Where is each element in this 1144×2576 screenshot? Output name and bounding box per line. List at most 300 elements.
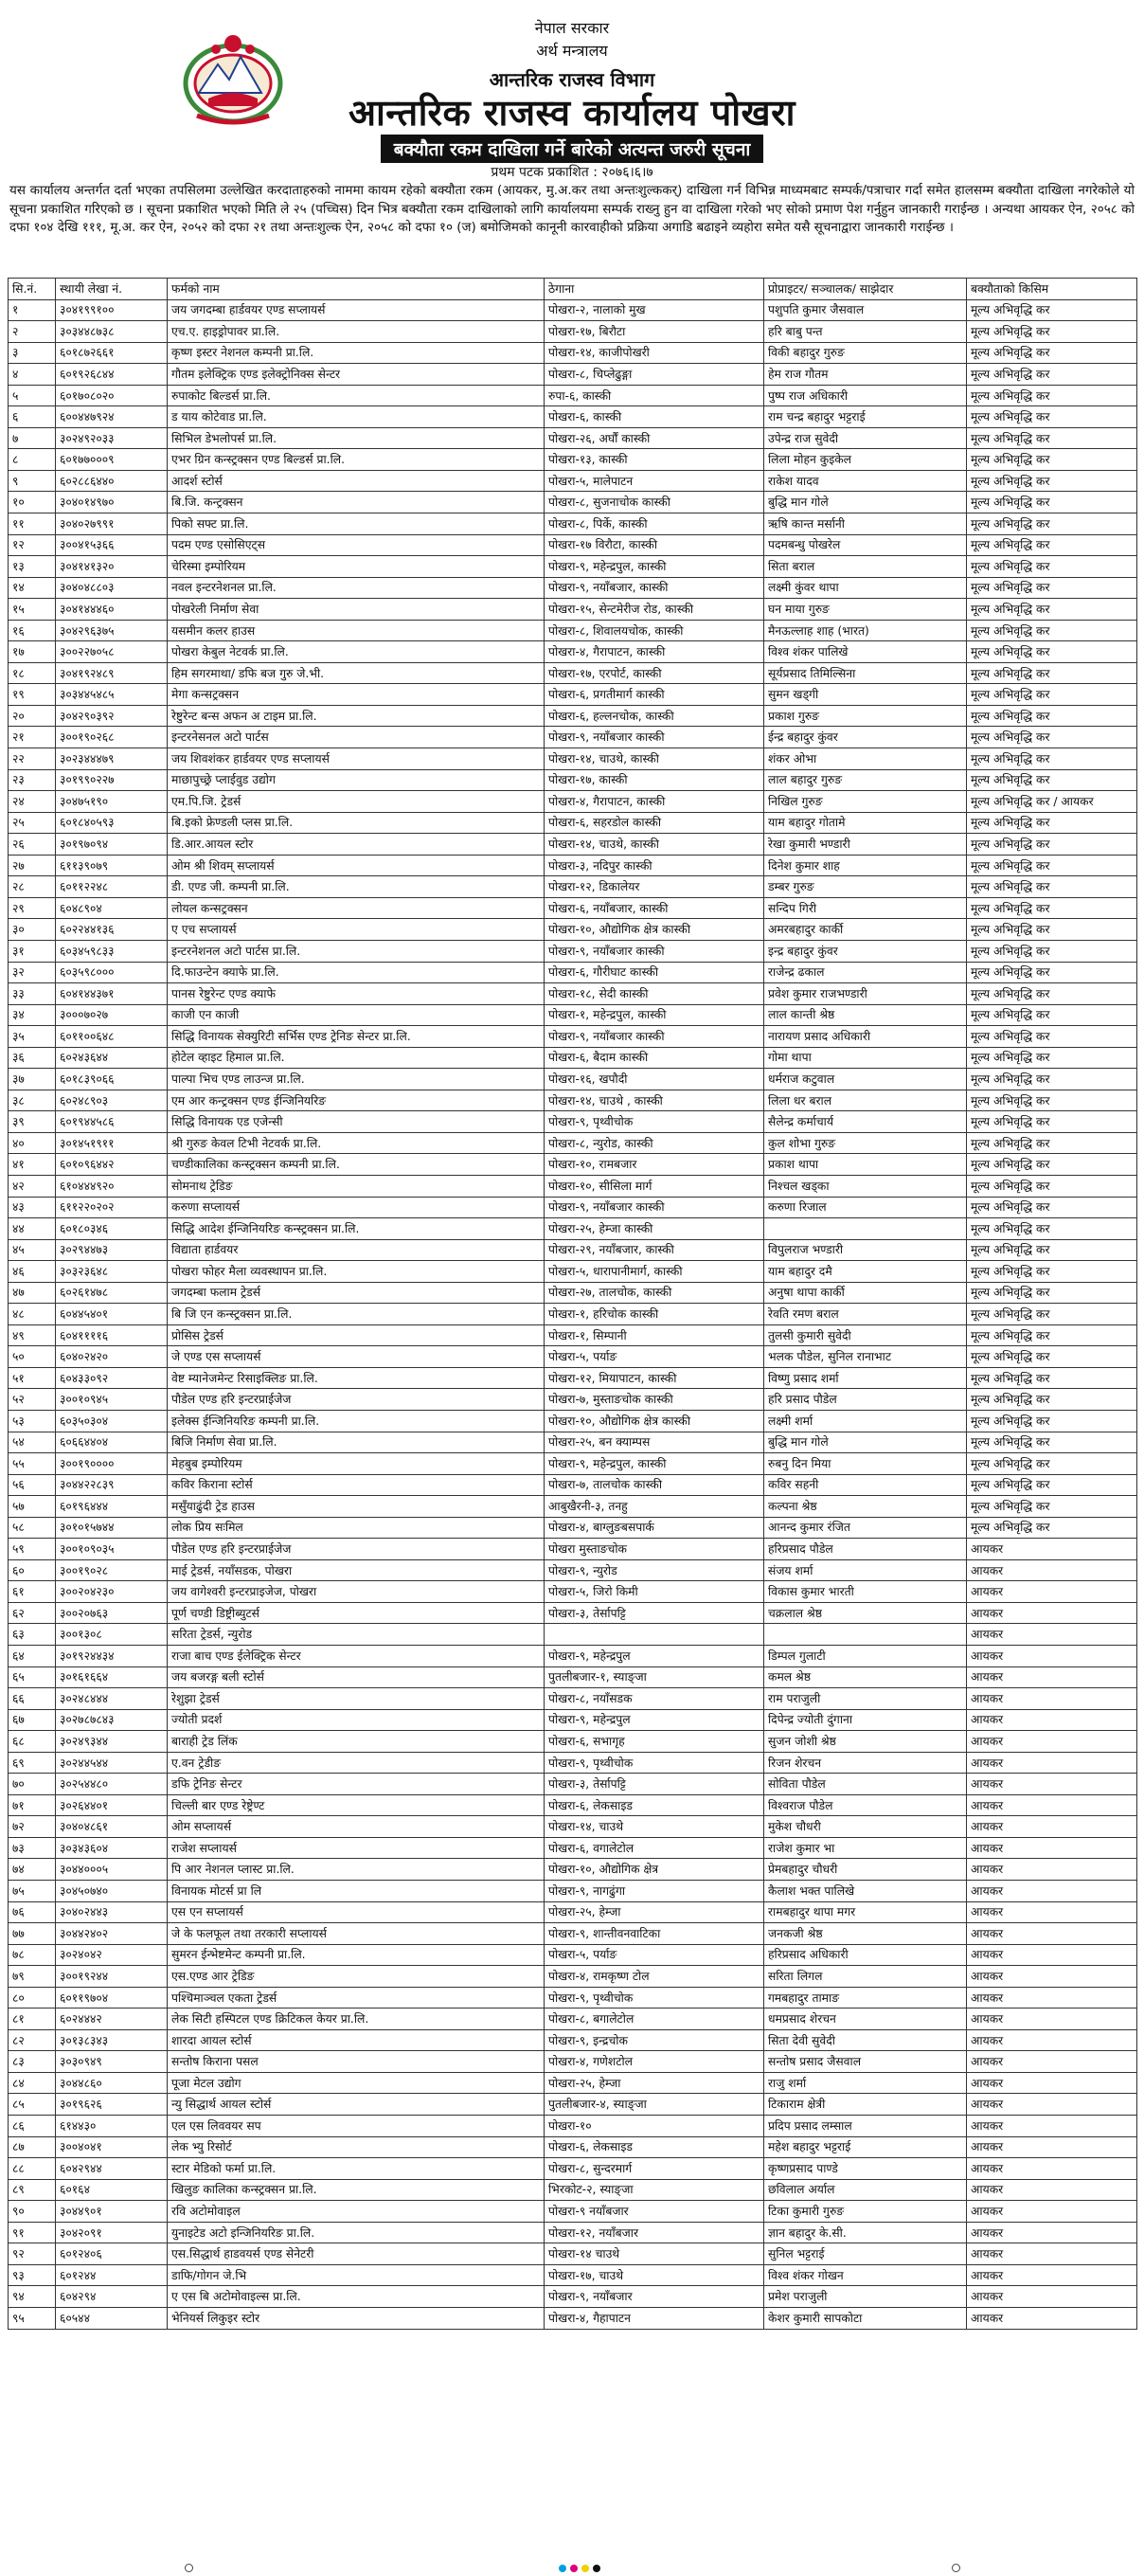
- cell-proprietor: ऋषि कान्त मर्सानी: [764, 513, 967, 535]
- table-row: [9, 1624, 1137, 1646]
- cell-firm-name: आदर्श स्टोर्स: [168, 470, 545, 492]
- table-row: [9, 1709, 1137, 1731]
- cell-serial: ९२: [9, 2243, 56, 2265]
- cell-firm-name: डी. एण्ड जी. कम्पनी प्रा.लि.: [168, 876, 545, 898]
- table-row: [9, 834, 1137, 856]
- cell-serial: २४: [9, 791, 56, 813]
- cell-serial: ७९: [9, 1966, 56, 1988]
- cell-serial: ८३: [9, 2051, 56, 2073]
- cell-proprietor: कृष्णप्रसाद पाण्डे: [764, 2158, 967, 2180]
- cell-firm-name: एम आर कन्ट्रक्सन एण्ड ईन्जिनियरिङ: [168, 1090, 545, 1111]
- cell-proprietor: सन्दिप गिरी: [764, 897, 967, 919]
- cell-serial: ४५: [9, 1239, 56, 1261]
- cell-firm-name: जे के फलफूल तथा तरकारी सप्लायर्स: [168, 1923, 545, 1945]
- cell-arrears-type: मूल्य अभिवृद्धि कर: [967, 364, 1137, 386]
- cell-pan: ६०४३३०९२: [56, 1367, 168, 1389]
- cell-arrears-type: आयकर: [967, 2286, 1137, 2308]
- cell-pan: ३०४२०९१: [56, 2222, 168, 2243]
- cell-pan: ३००१०९४५: [56, 1389, 168, 1411]
- cell-firm-name: डफि ट्रेनिङ सेन्टर: [168, 1774, 545, 1795]
- cell-proprietor: राकेश यादव: [764, 470, 967, 492]
- cell-firm-name: एस.एण्ड आर ट्रेडिङ: [168, 1966, 545, 1988]
- table-row: [9, 1987, 1137, 2009]
- table-row: [9, 1389, 1137, 1411]
- cell-serial: ८६: [9, 2116, 56, 2137]
- cell-arrears-type: आयकर: [967, 1602, 1137, 1624]
- cell-serial: १७: [9, 641, 56, 663]
- cell-address: पोखरा-९, शान्तीवनवाटिका: [545, 1923, 764, 1945]
- cell-firm-name: राजा बाच एण्ड ईलेक्ट्रिक सेन्टर: [168, 1646, 545, 1667]
- table-row: [9, 2116, 1137, 2137]
- cell-firm-name: एस.सिद्धार्थ हाडवयर्स एण्ड सेनेटरी: [168, 2243, 545, 2265]
- cell-address: रुपा-६, कास्की: [545, 385, 764, 406]
- cell-proprietor: गमबहादुर तामाङ: [764, 1987, 967, 2009]
- cell-pan: ६०१०९६४४२: [56, 1154, 168, 1176]
- table-row: [9, 1539, 1137, 1560]
- cell-address: पोखरा-९, नयाँबजार कास्की: [545, 940, 764, 962]
- cell-address: पोखरा-९ नयाँबजार: [545, 2201, 764, 2223]
- cell-firm-name: सन्तोष किराना पसल: [168, 2051, 545, 2073]
- cell-arrears-type: मूल्य अभिवृद्धि कर: [967, 1239, 1137, 1261]
- cell-arrears-type: मूल्य अभिवृद्धि कर: [967, 641, 1137, 663]
- cell-serial: ९३: [9, 2264, 56, 2286]
- cell-address: पोखरा-१२, मियापाटन, कास्की: [545, 1367, 764, 1389]
- cell-pan: ३००१९०२६८: [56, 727, 168, 748]
- cell-arrears-type: मूल्य अभिवृद्धि कर: [967, 962, 1137, 983]
- cell-firm-name: न्यु सिद्धार्थ आयल स्टोर्स: [168, 2094, 545, 2116]
- cell-pan: ६०११००६४८: [56, 1026, 168, 1048]
- cell-address: पोखरा-९, नयाँबजार: [545, 2286, 764, 2308]
- table-row: [9, 1154, 1137, 1176]
- cell-arrears-type: आयकर: [967, 2264, 1137, 2286]
- banner-wrap: [0, 135, 1144, 163]
- cell-pan: ६११३९०७९: [56, 855, 168, 876]
- cell-firm-name: लोक प्रिय सःमिल: [168, 1517, 545, 1539]
- cell-address: पोखरा-१२, नयाँबजार: [545, 2222, 764, 2243]
- cell-address: पोखरा-७, मुस्ताङचोक कास्की: [545, 1389, 764, 1411]
- cell-arrears-type: मूल्य अभिवृद्धि कर: [967, 599, 1137, 621]
- cell-arrears-type: मूल्य अभिवृद्धि कर: [967, 834, 1137, 856]
- cell-pan: ६०१७७०००९: [56, 449, 168, 471]
- cell-serial: ८८: [9, 2158, 56, 2180]
- cell-serial: ८०: [9, 1987, 56, 2009]
- table-row: [9, 1496, 1137, 1518]
- cell-serial: १: [9, 299, 56, 321]
- cell-firm-name: चिल्ली बार एण्ड रेष्ट्रेण्ट: [168, 1794, 545, 1816]
- cell-serial: १५: [9, 599, 56, 621]
- cell-arrears-type: आयकर: [967, 1709, 1137, 1731]
- table-row: [9, 385, 1137, 406]
- cell-proprietor: संजय शर्मा: [764, 1559, 967, 1581]
- cell-serial: २५: [9, 812, 56, 834]
- cell-pan: ३०४०४८८०३: [56, 577, 168, 599]
- cell-address: पोखरा-३, नदिपुर कास्की: [545, 855, 764, 876]
- cell-serial: ९४: [9, 2286, 56, 2308]
- cell-pan: ३०४०४८६१: [56, 1816, 168, 1838]
- cell-pan: ६०३४५९८३३: [56, 940, 168, 962]
- cell-address: पोखरा-१४, चाउथे, कास्की: [545, 748, 764, 770]
- table-row: [9, 1944, 1137, 1966]
- cell-serial: ५७: [9, 1496, 56, 1518]
- cell-proprietor: कविर सहनी: [764, 1474, 967, 1496]
- cell-pan: ३०४४०००५: [56, 1859, 168, 1881]
- cell-arrears-type: मूल्य अभिवृद्धि कर: [967, 299, 1137, 321]
- cell-address: पोखरा-१८, सेदी कास्की: [545, 983, 764, 1005]
- cell-firm-name: सोमनाथ ट्रेडिङ: [168, 1175, 545, 1197]
- cell-pan: ३०४१४४४६०: [56, 599, 168, 621]
- cell-pan: ३०१४५१९११: [56, 1132, 168, 1154]
- cell-pan: ६०१९४४५८६: [56, 1111, 168, 1133]
- cell-proprietor: डिम्पल गुलाटी: [764, 1646, 967, 1667]
- cell-pan: ३०१३८३४३: [56, 2029, 168, 2051]
- cell-firm-name: पिको सफ्ट प्रा.लि.: [168, 513, 545, 535]
- cell-proprietor: हरिप्रसाद अधिकारी: [764, 1944, 967, 1966]
- table-row: [9, 534, 1137, 556]
- col-header-firm: फर्मको नाम: [168, 279, 545, 300]
- cell-proprietor: भलक पौडेल, सुनिल रानाभाट: [764, 1346, 967, 1368]
- cell-pan: ३०२४८४४४: [56, 1688, 168, 1710]
- cell-pan: ३०४७५१९०: [56, 791, 168, 813]
- cell-firm-name: एम.पि.जि. ट्रेडर्स: [168, 791, 545, 813]
- table-row: [9, 406, 1137, 428]
- table-row: [9, 427, 1137, 449]
- cell-pan: ६०१८७२६६१: [56, 342, 168, 364]
- cell-firm-name: विनायक मोटर्स प्रा लि: [168, 1881, 545, 1902]
- cell-proprietor: हरि बाबु पन्त: [764, 321, 967, 343]
- cell-proprietor: जनकजी श्रेष्ठ: [764, 1923, 967, 1945]
- cell-proprietor: लाल कान्ती श्रेष्ठ: [764, 1004, 967, 1026]
- cell-pan: ३०२४०४२: [56, 1944, 168, 1966]
- cell-address: पोखरा-१०, औद्योगिक क्षेत्र कास्की: [545, 1410, 764, 1432]
- cell-proprietor: मैनऊल्लाह शाह (भारत): [764, 620, 967, 641]
- cell-address: पोखरा-९, नयाँबजार कास्की: [545, 1026, 764, 1048]
- cell-serial: ८७: [9, 2136, 56, 2158]
- cell-pan: ३०१०१५७४४: [56, 1517, 168, 1539]
- cell-arrears-type: मूल्य अभिवृद्धि कर: [967, 1304, 1137, 1325]
- cell-serial: ६५: [9, 1666, 56, 1688]
- cell-serial: ९१: [9, 2222, 56, 2243]
- cell-pan: ६०१६४: [56, 2179, 168, 2201]
- cell-proprietor: बुद्धि मान गोले: [764, 492, 967, 513]
- cell-arrears-type: मूल्य अभिवृद्धि कर: [967, 1324, 1137, 1346]
- cell-address: पोखरा-२, नालाको मुख: [545, 299, 764, 321]
- cell-arrears-type: आयकर: [967, 2029, 1137, 2051]
- cell-address: पोखरा-५, पर्याङ: [545, 1944, 764, 1966]
- table-row: [9, 855, 1137, 876]
- cell-firm-name: युनाइटेड अटो इन्जिनियरिङ प्रा.लि.: [168, 2222, 545, 2243]
- cell-address: पोखरा-१०, रामबजार: [545, 1154, 764, 1176]
- cell-firm-name: रेष्टुरेन्ट बन्स अफन अ टाइम प्रा.लि.: [168, 705, 545, 727]
- cell-arrears-type: मूल्य अभिवृद्धि कर: [967, 727, 1137, 748]
- cell-arrears-type: आयकर: [967, 1666, 1137, 1688]
- cell-arrears-type: मूल्य अभिवृद्धि कर: [967, 1474, 1137, 1496]
- table-row: [9, 1794, 1137, 1816]
- cell-pan: ६१४४३०: [56, 2116, 168, 2137]
- cell-pan: ३०४०१४९७०: [56, 492, 168, 513]
- table-row: [9, 919, 1137, 941]
- cell-serial: ८९: [9, 2179, 56, 2201]
- cell-arrears-type: मूल्य अभिवृद्धि कर: [967, 662, 1137, 684]
- cell-proprietor: गोमा थापा: [764, 1047, 967, 1069]
- cell-firm-name: जय शिवशंकर हार्डवयर एण्ड सप्लायर्स: [168, 748, 545, 770]
- cell-serial: ३१: [9, 940, 56, 962]
- cell-pan: ६०४२९४४: [56, 2158, 168, 2180]
- cell-firm-name: बिजि निर्माण सेवा प्रा.लि.: [168, 1432, 545, 1453]
- cell-proprietor: शंकर ओभा: [764, 748, 967, 770]
- cell-firm-name: पौडेल एण्ड हरि इन्टरप्राईजेज: [168, 1389, 545, 1411]
- cell-serial: २७: [9, 855, 56, 876]
- cell-address: पोखरा-६, सहरडोल कास्की: [545, 812, 764, 834]
- cell-serial: ६१: [9, 1581, 56, 1603]
- cell-proprietor: पदमबन्धु पोखरेल: [764, 534, 967, 556]
- cell-proprietor: सुमन खड्गी: [764, 684, 967, 706]
- cell-arrears-type: आयकर: [967, 1837, 1137, 1859]
- cell-address: पोखरा-४, गणेशटोल: [545, 2051, 764, 2073]
- cell-proprietor: रेखा कुमारी भण्डारी: [764, 834, 967, 856]
- cell-pan: ३०३०९४९: [56, 2051, 168, 2073]
- cell-arrears-type: आयकर: [967, 1752, 1137, 1774]
- cell-address: पोखरा-८, पिर्के, कास्की: [545, 513, 764, 535]
- cell-proprietor: सरिता लिगल: [764, 1966, 967, 1988]
- cell-firm-name: पाल्पा भिच एण्ड लाउन्ज प्रा.लि.: [168, 1069, 545, 1090]
- cell-firm-name: लेक सिटी हस्पिटल एण्ड क्रिटिकल केयर प्रा.लि.: [168, 2009, 545, 2030]
- black-swatch-icon: [593, 2565, 600, 2572]
- cell-arrears-type: आयकर: [967, 2009, 1137, 2030]
- cell-arrears-type: मूल्य अभिवृद्धि कर: [967, 449, 1137, 471]
- cell-firm-name: वेष्ट म्यानेजमेन्ट रिसाइक्लिङ प्रा.लि.: [168, 1367, 545, 1389]
- table-row: [9, 449, 1137, 471]
- cell-arrears-type: मूल्य अभिवृद्धि कर: [967, 1367, 1137, 1389]
- cell-address: पोखरा-४, गैहापाटन: [545, 2307, 764, 2329]
- cell-address: पोखरा-२७, तालचोक, कास्की: [545, 1282, 764, 1304]
- cell-pan: ६०१९६४४४: [56, 1496, 168, 1518]
- cell-address: पोखरा-१०, औद्योगिक क्षेत्र: [545, 1859, 764, 1881]
- cell-arrears-type: मूल्य अभिवृद्धि कर: [967, 1410, 1137, 1432]
- cell-address: पोखरा-६, लेकसाइड: [545, 1794, 764, 1816]
- table-row: [9, 599, 1137, 621]
- table-row: [9, 2051, 1137, 2073]
- cell-firm-name: पूजा मेटल उद्योग: [168, 2072, 545, 2094]
- cell-proprietor: राजु शर्मा: [764, 2072, 967, 2094]
- cell-proprietor: धर्मराज कटुवाल: [764, 1069, 967, 1090]
- cell-serial: २: [9, 321, 56, 343]
- cell-address: भिरकोट-२, स्याङ्जा: [545, 2179, 764, 2201]
- cell-proprietor: छविलाल अर्याल: [764, 2179, 967, 2201]
- cell-firm-name: जय बजरङ्ग बली स्टोर्स: [168, 1666, 545, 1688]
- cell-proprietor: सिता देवी सुवेदी: [764, 2029, 967, 2051]
- cell-pan: ६००४४७९२४: [56, 406, 168, 428]
- cell-firm-name: ओम श्री शिवम् सप्लायर्स: [168, 855, 545, 876]
- cell-pan: ३०४५०७४०: [56, 1881, 168, 1902]
- cell-pan: ६०२४३६४४: [56, 1047, 168, 1069]
- table-row: [9, 2307, 1137, 2329]
- cell-address: आबुखैरनी-३, तनहु: [545, 1496, 764, 1518]
- cell-proprietor: ज्ञान बहादुर के.सी.: [764, 2222, 967, 2243]
- table-row: [9, 1731, 1137, 1753]
- cell-proprietor: राजेश कुमार भा: [764, 1837, 967, 1859]
- cell-arrears-type: मूल्य अभिवृद्धि कर: [967, 620, 1137, 641]
- cell-proprietor: सूर्यप्रसाद तिमिल्सिना: [764, 662, 967, 684]
- cell-proprietor: राजेन्द्र ढकाल: [764, 962, 967, 983]
- cell-firm-name: बाराही ट्रेड लिंक: [168, 1731, 545, 1753]
- table-row: [9, 364, 1137, 386]
- cell-pan: ३०४०२७९९१: [56, 513, 168, 535]
- table-row: [9, 2179, 1137, 2201]
- cell-serial: ६४: [9, 1646, 56, 1667]
- cell-firm-name: जे एण्ड एस सप्लायर्स: [168, 1346, 545, 1368]
- col-header-proprietor: प्रोप्राइटर/ सञ्चालक/ साझेदार: [764, 279, 967, 300]
- cell-proprietor: कल्पना श्रेष्ठ: [764, 1496, 967, 1518]
- cell-firm-name: रुपाकोट बिल्डर्स प्रा.लि.: [168, 385, 545, 406]
- table-row: [9, 2222, 1137, 2243]
- cell-address: पोखरा-९, नयाँबजार कास्की: [545, 1197, 764, 1218]
- cell-pan: ३०४१९२४८९: [56, 662, 168, 684]
- cell-pan: ३०१९७०९४: [56, 834, 168, 856]
- cell-firm-name: ओम सप्लायर्स: [168, 1816, 545, 1838]
- cell-address: पोखरा-६, वगालेटोल: [545, 1837, 764, 1859]
- cell-address: पोखरा-१४, चाउथे, कास्की: [545, 834, 764, 856]
- table-row: [9, 1304, 1137, 1325]
- cell-pan: ३०१९२४४३४: [56, 1646, 168, 1667]
- cell-address: पोखरा-२६, अर्घौं कास्की: [545, 427, 764, 449]
- cell-serial: ५: [9, 385, 56, 406]
- cell-proprietor: कुल शोभा गुरुङ: [764, 1132, 967, 1154]
- cell-serial: ५१: [9, 1367, 56, 1389]
- cell-firm-name: ड याय कोटेवाड प्रा.लि.: [168, 406, 545, 428]
- intro-paragraph: यस कार्यालय अन्तर्गत दर्ता भएका तपसिलमा उल्लेखित करदाताहरुको नाममा कायम रहेको बक्यौता रकम (आयकर, मु.अ.कर तथा अन्तःशुल्ककर्) दाखिला गर्न विभिन्न माध्यमबाट सम्पर्क/पत्राचार गर्दा समेत हालसम्म बक्यौता दाखिला नगरेकोले यो सूचना प्रकाशित गरिएको छ । सूचना प्रकाशित भएको मिति ले २५ (पच्चिस) दिन भित्र बक्यौता रकम दाखिलाको लागि कार्यालयमा सम्पर्क राख्नु हुन वा दाखिला गरेको भए सोको प्रमाण पेश गर्नुहुन जानकारी गराईन्छ । अन्यथा आयकर ऐन, २०५८ को दफा १०४ देखि १११, मू.अ. कर ऐन, २०५२ को दफा २१ तथा अन्तःशुल्क ऐन, २०५८ को दफा १० (ज) बमोजिमको कानूनी कारवाहीको प्रक्रिया अगाडि बढाइने व्यहोरा समेत यसै सूचनाद्वारा जानकारी गराईन्छ ।: [9, 183, 1135, 235]
- cell-proprietor: प्रदिप प्रसाद लम्साल: [764, 2116, 967, 2137]
- cell-firm-name: पि आर नेशनल प्लास्ट प्रा.लि.: [168, 1859, 545, 1881]
- cell-pan: ३००१९०२८: [56, 1559, 168, 1581]
- cell-address: पोखरा-१२, डिकालेयर: [545, 876, 764, 898]
- cell-proprietor: विपुलराज भण्डारी: [764, 1239, 967, 1261]
- cell-arrears-type: आयकर: [967, 2072, 1137, 2094]
- cell-pan: ६०१९२६८४४: [56, 364, 168, 386]
- table-body: [9, 299, 1137, 2329]
- cell-address: पोखरा-२९, नयाँबजार, कास्की: [545, 1239, 764, 1261]
- cell-arrears-type: मूल्य अभिवृद्धि कर: [967, 577, 1137, 599]
- cell-proprietor: प्रकाश गुरुङ: [764, 705, 967, 727]
- cell-arrears-type: आयकर: [967, 2136, 1137, 2158]
- cell-serial: ३: [9, 342, 56, 364]
- cell-arrears-type: मूल्य अभिवृद्धि कर: [967, 1069, 1137, 1090]
- cell-proprietor: सन्तोष प्रसाद जैसवाल: [764, 2051, 967, 2073]
- cell-serial: ३३: [9, 983, 56, 1005]
- cell-firm-name: यसमीन कलर हाउस: [168, 620, 545, 641]
- cell-firm-name: जय जगदम्बा हार्डवयर एण्ड सप्लायर्स: [168, 299, 545, 321]
- cell-serial: २२: [9, 748, 56, 770]
- cell-serial: २९: [9, 897, 56, 919]
- cell-arrears-type: आयकर: [967, 1859, 1137, 1881]
- cell-address: पोखरा-८, सुन्दरमार्ग: [545, 2158, 764, 2180]
- table-row: [9, 1602, 1137, 1624]
- cell-serial: २८: [9, 876, 56, 898]
- col-header-address: ठेगाना: [545, 279, 764, 300]
- cell-arrears-type: मूल्य अभिवृद्धि कर: [967, 385, 1137, 406]
- cell-firm-name: कविर किराना स्टोर्स: [168, 1474, 545, 1496]
- cell-proprietor: सुजन जोशी श्रेष्ठ: [764, 1731, 967, 1753]
- cell-address: पोखरा-९, नागढुंगा: [545, 1881, 764, 1902]
- cell-firm-name: पोखरा केबुल नेटवर्क प्रा.लि.: [168, 641, 545, 663]
- notice-banner: बक्यौता रकम दाखिला गर्ने बारेको अत्यन्त जरुरी सूचना: [381, 135, 764, 163]
- table-row: [9, 1090, 1137, 1111]
- cell-firm-name: मसुँयाढुंदी ट्रेड हाउस: [168, 1496, 545, 1518]
- table-row: [9, 1837, 1137, 1859]
- cell-pan: ३०२६४४०१: [56, 1794, 168, 1816]
- cell-proprietor: केशर कुमारी सापकोटा: [764, 2307, 967, 2329]
- table-row: [9, 1559, 1137, 1581]
- cell-firm-name: राजेश सप्लायर्स: [168, 1837, 545, 1859]
- table-row: [9, 748, 1137, 770]
- cell-address: पोखरा-२५, हेम्जा: [545, 1901, 764, 1923]
- cell-address: पोखरा-८, बगालेटोल: [545, 2009, 764, 2030]
- cell-serial: १६: [9, 620, 56, 641]
- cell-firm-name: सरिता ट्रेडर्स, न्युरोड: [168, 1624, 545, 1646]
- cell-proprietor: याम बहादुर गोतामे: [764, 812, 967, 834]
- cell-address: पोखरा-६, कास्की: [545, 406, 764, 428]
- cell-serial: ६८: [9, 1731, 56, 1753]
- cell-proprietor: प्रकाश थापा: [764, 1154, 967, 1176]
- cell-proprietor: नारायण प्रसाद अधिकारी: [764, 1026, 967, 1048]
- table-row: [9, 1410, 1137, 1432]
- cell-pan: ३००१३०८: [56, 1624, 168, 1646]
- cell-address: पोखरा-१४, चाउथे , कास्की: [545, 1090, 764, 1111]
- cell-address: पोखरा-१४, काजीपोखरी: [545, 342, 764, 364]
- table-row: [9, 2158, 1137, 2180]
- cell-proprietor: डम्बर गुरुङ: [764, 876, 967, 898]
- cell-firm-name: कृष्ण इस्टर नेशनल कम्पनी प्रा.लि.: [168, 342, 545, 364]
- cell-serial: ४७: [9, 1282, 56, 1304]
- cell-arrears-type: मूल्य अभिवृद्धि कर: [967, 855, 1137, 876]
- cell-proprietor: सिता बराल: [764, 556, 967, 578]
- cell-serial: १८: [9, 662, 56, 684]
- cell-address: पोखरा-१, सिम्पानी: [545, 1324, 764, 1346]
- cell-serial: ८२: [9, 2029, 56, 2051]
- cell-address: पोखरा-३, तेर्सापट्टि: [545, 1602, 764, 1624]
- table-row: [9, 1881, 1137, 1902]
- cell-pan: ३०२४४५४४: [56, 1752, 168, 1774]
- cell-arrears-type: मूल्य अभिवृद्धि कर: [967, 940, 1137, 962]
- cell-arrears-type: मूल्य अभिवृद्धि कर: [967, 556, 1137, 578]
- cell-arrears-type: मूल्य अभिवृद्धि कर: [967, 897, 1137, 919]
- cell-pan: ३०२३४४४७९: [56, 748, 168, 770]
- table-row: [9, 962, 1137, 983]
- cell-firm-name: रेशुझा ट्रेडर्स: [168, 1688, 545, 1710]
- cell-firm-name: विद्याता हार्डवयर: [168, 1239, 545, 1261]
- cell-proprietor: इन्द्र बहादुर कुंवर: [764, 940, 967, 962]
- cell-proprietor: विश्व शंकर पालिखे: [764, 641, 967, 663]
- col-header-arrears-type: बक्यौताको किसिम: [967, 279, 1137, 300]
- table-row: [9, 1324, 1137, 1346]
- cell-firm-name: पौडेल एण्ड हरि इन्टरप्राईजेज: [168, 1539, 545, 1560]
- cell-proprietor: चक्रलाल श्रेष्ठ: [764, 1602, 967, 1624]
- table-row: [9, 470, 1137, 492]
- cell-serial: १०: [9, 492, 56, 513]
- cell-proprietor: राम पराजुली: [764, 1688, 967, 1710]
- cell-arrears-type: मूल्य अभिवृद्धि कर: [967, 1154, 1137, 1176]
- cell-proprietor: रुबनु दिन मिया: [764, 1453, 967, 1475]
- cell-proprietor: दिपेन्द्र ज्योती दुंगाना: [764, 1709, 967, 1731]
- table-row: [9, 1069, 1137, 1090]
- cell-pan: ३०००७०२७: [56, 1004, 168, 1026]
- cell-arrears-type: मूल्य अभिवृद्धि कर: [967, 1004, 1137, 1026]
- cell-firm-name: एभर ग्रिन कन्स्ट्रक्सन एण्ड बिल्डर्स प्रा.लि.: [168, 449, 545, 471]
- col-header-serial: सि.नं.: [9, 279, 56, 300]
- cell-pan: ६०१२४०६: [56, 2243, 168, 2265]
- cell-firm-name: पदम एण्ड एसोसिएट्स: [168, 534, 545, 556]
- cell-pan: ३००१९००००: [56, 1453, 168, 1475]
- cell-arrears-type: आयकर: [967, 1731, 1137, 1753]
